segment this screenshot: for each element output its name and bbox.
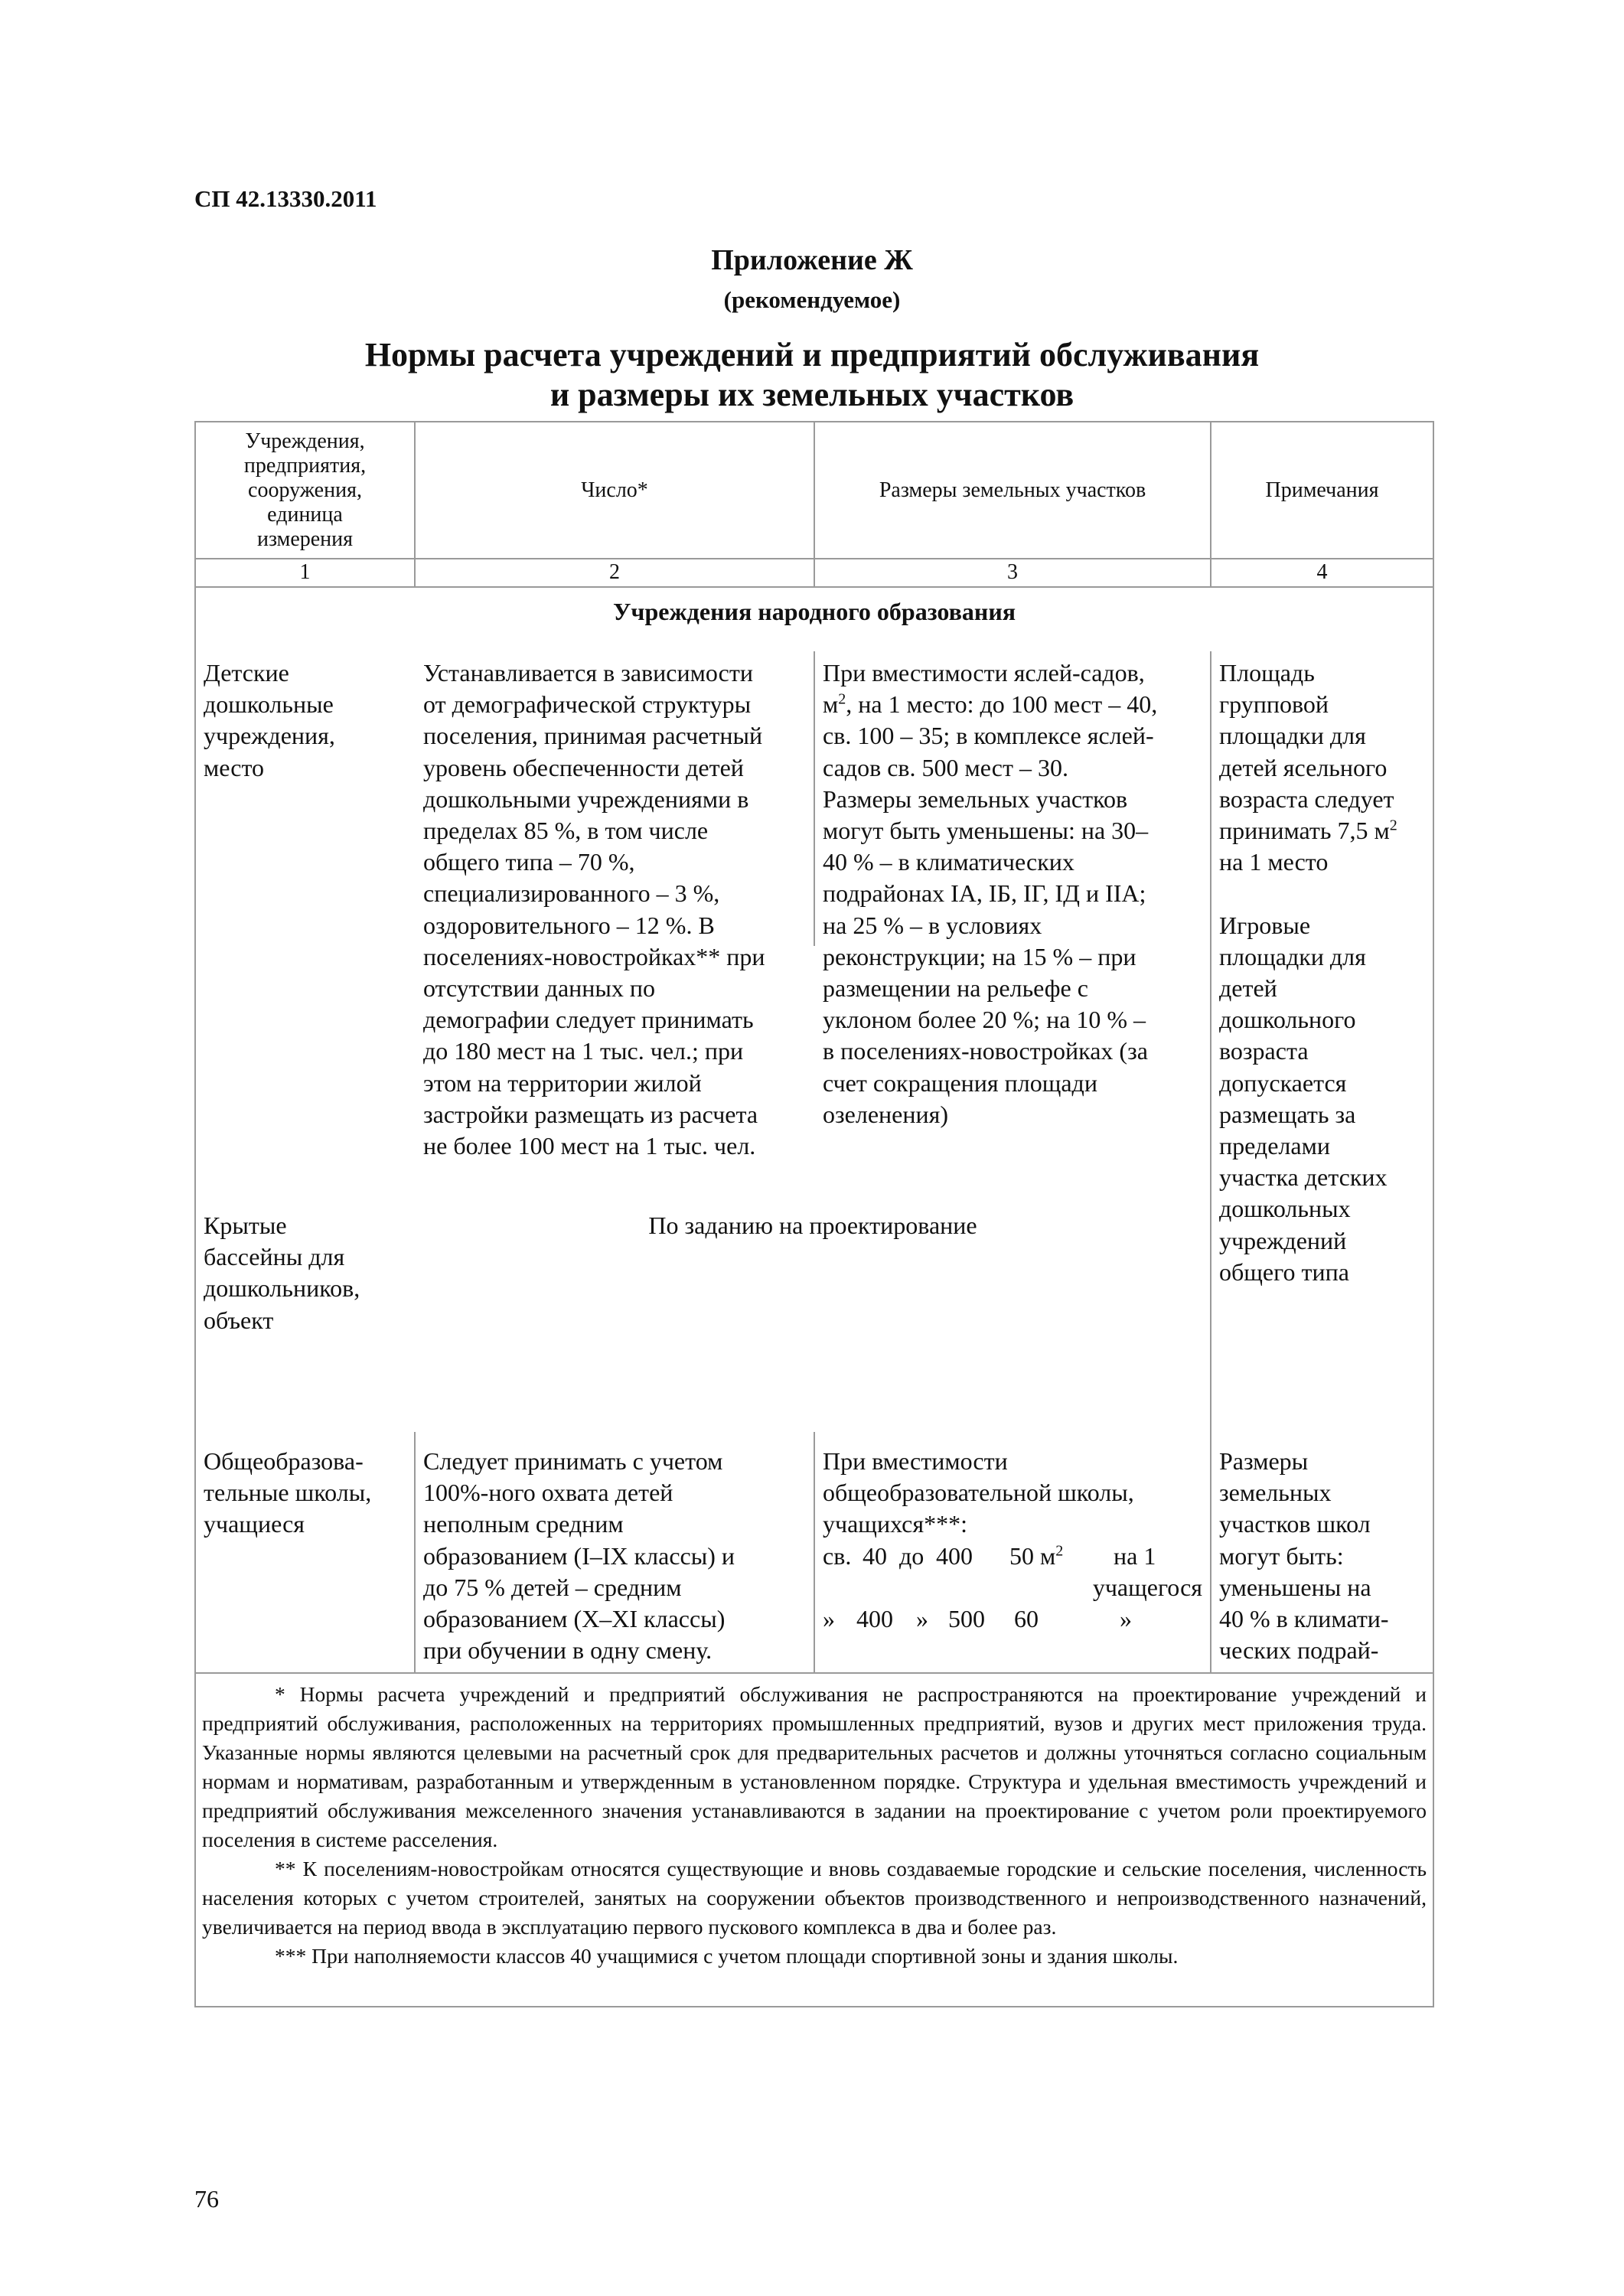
cell-line: земельных xyxy=(1219,1479,1332,1507)
cell-line: При вместимости яслей-садов, xyxy=(823,659,1145,687)
cell-line: уменьшены на xyxy=(1219,1573,1371,1601)
cell-line: тельные школы, xyxy=(204,1479,372,1507)
table-footnotes xyxy=(202,1680,1427,1971)
cell-line: размещать за xyxy=(1219,1100,1356,1128)
cell-line: групповой xyxy=(1219,690,1329,719)
cell-line: Устанавливается в зависимости xyxy=(423,659,753,687)
cell-line: Крытые xyxy=(204,1212,287,1239)
tier2-line xyxy=(823,1603,1205,1635)
cell-line: дошкольников, xyxy=(204,1274,360,1303)
cell-line: Площадь xyxy=(1219,659,1315,687)
cell-line: участка детских xyxy=(1219,1163,1388,1192)
cell-line: участков школ xyxy=(1219,1510,1371,1538)
unit: м xyxy=(823,690,839,719)
cell-line: площадки для xyxy=(1219,722,1366,750)
cell-line: могут быть уменьшены: на 30– xyxy=(823,817,1149,845)
row3-land-sizes xyxy=(823,1446,1205,1635)
tier1-line xyxy=(823,1541,1205,1572)
tier2-from-mark: » xyxy=(823,1605,835,1632)
cell-line: ческих подрай- xyxy=(1219,1636,1379,1665)
cell-line: бассейны для xyxy=(204,1243,345,1271)
unit-exponent: 2 xyxy=(1389,817,1397,834)
cell-line: дошкольными учреждениями в xyxy=(423,784,749,813)
page-number: 76 xyxy=(194,2185,219,2213)
column-number-1: 1 xyxy=(299,560,311,584)
cell-line: дошкольные xyxy=(204,690,334,719)
cell-line: образованием (I–IX классы) и xyxy=(423,1541,735,1570)
header-col3-label: Размеры земельных участков xyxy=(879,478,1146,502)
cell-line: общеобразовательной школы, xyxy=(823,1479,1134,1507)
cell-line: детей xyxy=(1219,974,1277,1003)
cell-line: 40 % – в климатических xyxy=(823,848,1075,876)
row1-name xyxy=(204,657,410,784)
header-col2 xyxy=(416,423,814,558)
tier2-ditto: » xyxy=(1120,1605,1132,1632)
tier1-unit-line: учащегося xyxy=(1092,1573,1202,1601)
cell-line: объект xyxy=(204,1306,274,1334)
row3-notes xyxy=(1219,1446,1430,1666)
cell-line: уровень обеспеченности детей xyxy=(423,753,744,781)
row2-merged xyxy=(416,1210,1210,1241)
cell-line: этом на территории жилой xyxy=(423,1068,702,1097)
body-col-divider-3 xyxy=(1210,651,1211,1673)
tier1-from: 40 xyxy=(863,1541,887,1570)
document-code: СП 42.13330.2011 xyxy=(194,185,377,212)
cell-line: образованием (X–XI классы) xyxy=(423,1605,726,1633)
cell-line: реконструкции; на 15 % – при xyxy=(823,942,1136,970)
row3-number xyxy=(423,1446,810,1666)
cell-line: не более 100 мест на 1 тыс. чел. xyxy=(423,1132,756,1160)
cell-line: 40 % в климати- xyxy=(1219,1605,1389,1633)
header-col1 xyxy=(196,423,414,558)
appendix-title: Приложение Ж xyxy=(711,244,913,276)
cell-line-with-unit xyxy=(823,689,1205,720)
cell-line: дошкольных xyxy=(1219,1195,1351,1223)
main-title-line-1: Нормы расчета учреждений и предприятий обслуживания xyxy=(364,336,1260,373)
cell-line: уклоном более 20 %; на 10 % – xyxy=(823,1006,1146,1034)
tier1-per: на 1 xyxy=(1114,1541,1156,1570)
cell-line: пределах 85 %, в том числе xyxy=(423,817,709,845)
tier2-to: 500 xyxy=(948,1605,985,1632)
cell-line: неполным средним xyxy=(423,1510,624,1538)
cell-line: садов св. 500 мест – 30. xyxy=(823,753,1068,781)
body-col-divider-2b xyxy=(814,1432,815,1673)
cell-line: возраста следует xyxy=(1219,784,1394,813)
cell-line: оздоровительного – 12 %. В xyxy=(423,911,715,939)
cell-line: допускается xyxy=(1219,1068,1347,1097)
header-col4-label: Примечания xyxy=(1265,478,1379,502)
footnote-2: ** К поселениям-новостройкам относятся существующие и вновь создаваемые городские и сельские поселения, численность населения которых с учетом строителей, занятых на сооружении объектов производственного и непроизводственного назначений, увеличивается на период ввода в эксплуатацию первого пускового комплекса в два и более раз. xyxy=(202,1857,1427,1939)
cell-line: место xyxy=(204,753,265,781)
cell-line: общего типа xyxy=(1219,1257,1349,1286)
cell-line-with-unit xyxy=(1219,815,1430,846)
cell-line: поселения, принимая расчетный xyxy=(423,722,763,750)
cell-line: до 180 мест на 1 тыс. чел.; при xyxy=(423,1037,744,1065)
cell-gap xyxy=(1219,878,1430,909)
header-col1-line: единица xyxy=(267,503,343,527)
footnote-1: * Нормы расчета учреждений и предприятий обслуживания не распространяются на проектирование учреждений и предприятий обслуживания, расположенных на территориях промышленных предприятий, вузов и других мест приложения труда. Указанные нормы являются целевыми на расчетный срок для предварительных расчетов и должны уточняться согласно социальным нормам и нормативам, разработанным и утвержденным в установленном порядке. Структура и удельная вместимость учреждений и предприятий обслуживания межселенного значения устанавливаются в задании на проектирование с учетом роли проектируемого поселения в системе расселения. xyxy=(202,1682,1427,1851)
cell-line: до 75 % детей – средним xyxy=(423,1573,682,1601)
cell-line: застройки размещать из расчета xyxy=(423,1100,758,1128)
body-col-divider-1 xyxy=(414,1432,416,1673)
row3-name xyxy=(204,1446,410,1541)
cell-line: учреждения, xyxy=(204,722,335,750)
footnote-3: *** При наполняемости классов 40 учащимися с учетом площади спортивной зоны и здания школы. xyxy=(275,1944,1179,1968)
cell-line: св. 100 – 35; в комплексе яслей- xyxy=(823,722,1154,750)
unit-exponent: 2 xyxy=(1055,1541,1064,1559)
cell-line: При вместимости xyxy=(823,1447,1008,1475)
cell-line: 100%-ного охвата детей xyxy=(423,1479,673,1507)
row2-name xyxy=(204,1210,410,1336)
header-col1-line: предприятия, xyxy=(243,454,367,478)
header-col3 xyxy=(815,423,1210,558)
cell-line: По заданию на проектирование xyxy=(648,1212,977,1239)
cell-line: в поселениях-новостройках (за xyxy=(823,1037,1148,1065)
cell-line: общего типа – 70 %, xyxy=(423,848,635,876)
cell-line: Следует принимать с учетом xyxy=(423,1447,723,1475)
header-col1-line: сооружения, xyxy=(248,478,362,502)
cell-line: размещении на рельефе с xyxy=(823,974,1088,1003)
cell-line: Размеры xyxy=(1219,1447,1309,1475)
cell-line: поселениях-новостройках** при xyxy=(423,942,765,970)
cell-line: специализированного – 3 %, xyxy=(423,879,720,908)
row1-number xyxy=(423,657,810,1162)
cell-text: , на 1 место: до 100 мест – 40, xyxy=(846,690,1158,719)
cell-line: площадки для xyxy=(1219,942,1366,970)
cell-line: могут быть: xyxy=(1219,1541,1344,1570)
cell-line: от демографической структуры xyxy=(423,690,752,719)
column-number-3: 3 xyxy=(1007,560,1018,584)
cell-line: учащихся***: xyxy=(823,1510,967,1538)
cell-line: при обучении в одну смену. xyxy=(423,1636,713,1665)
cell-line: озеленения) xyxy=(823,1100,948,1128)
norms-table xyxy=(194,422,1434,2007)
header-col2-label: Число* xyxy=(581,478,648,502)
cell-line: на 25 % – в условиях xyxy=(823,911,1042,939)
table-bottom-border xyxy=(194,2006,1434,2007)
header-col4 xyxy=(1211,423,1433,558)
header-col1-line: измерения xyxy=(256,527,354,551)
row1-land-sizes xyxy=(823,657,1205,1130)
tier1-area xyxy=(1009,1541,1063,1572)
cell-line: демографии следует принимать xyxy=(423,1006,754,1034)
row1-notes xyxy=(1219,657,1430,1288)
cell-line: Размеры земельных участков xyxy=(823,784,1128,813)
cell-line: детей ясельного xyxy=(1219,753,1388,781)
cell-line: Игровые xyxy=(1219,911,1311,939)
appendix-status: (рекомендуемое) xyxy=(723,286,901,313)
cell-text: принимать 7,5 м xyxy=(1219,817,1390,845)
body-col-divider-2 xyxy=(814,651,815,946)
tier2-area: 60 xyxy=(1014,1605,1039,1632)
cell-line: учреждений xyxy=(1219,1226,1347,1254)
cell-line: Детские xyxy=(204,659,289,687)
tier2-to-mark: » xyxy=(916,1605,928,1632)
tier1-to: 400 xyxy=(936,1541,973,1570)
cell-line: возраста xyxy=(1219,1037,1309,1065)
cell-line: подрайонах IА, IБ, IГ, IД и IIА; xyxy=(823,879,1146,908)
tier1-prefix: св. xyxy=(823,1541,852,1570)
unit-exponent: 2 xyxy=(838,690,846,708)
column-number-2: 2 xyxy=(609,560,620,584)
tier1-area-value: 50 м xyxy=(1009,1541,1056,1570)
section-title: Учреждения народного образования xyxy=(612,598,1016,625)
cell-line: учащиеся xyxy=(204,1510,305,1538)
cell-line: счет сокращения площади xyxy=(823,1068,1097,1097)
column-number-4: 4 xyxy=(1316,560,1328,584)
main-title-line-2: и размеры их земельных участков xyxy=(549,376,1075,413)
header-col1-line: Учреждения, xyxy=(245,429,365,453)
main-title xyxy=(0,335,1624,415)
tier2-from: 400 xyxy=(856,1605,893,1632)
cell-line: Общеобразова- xyxy=(204,1447,364,1475)
cell-line: на 1 место xyxy=(1219,848,1329,876)
cell-line: дошкольного xyxy=(1219,1006,1356,1034)
tier1-to-word: до xyxy=(899,1541,925,1570)
cell-line: пределами xyxy=(1219,1132,1330,1160)
cell-line: отсутствии данных по xyxy=(423,974,656,1003)
